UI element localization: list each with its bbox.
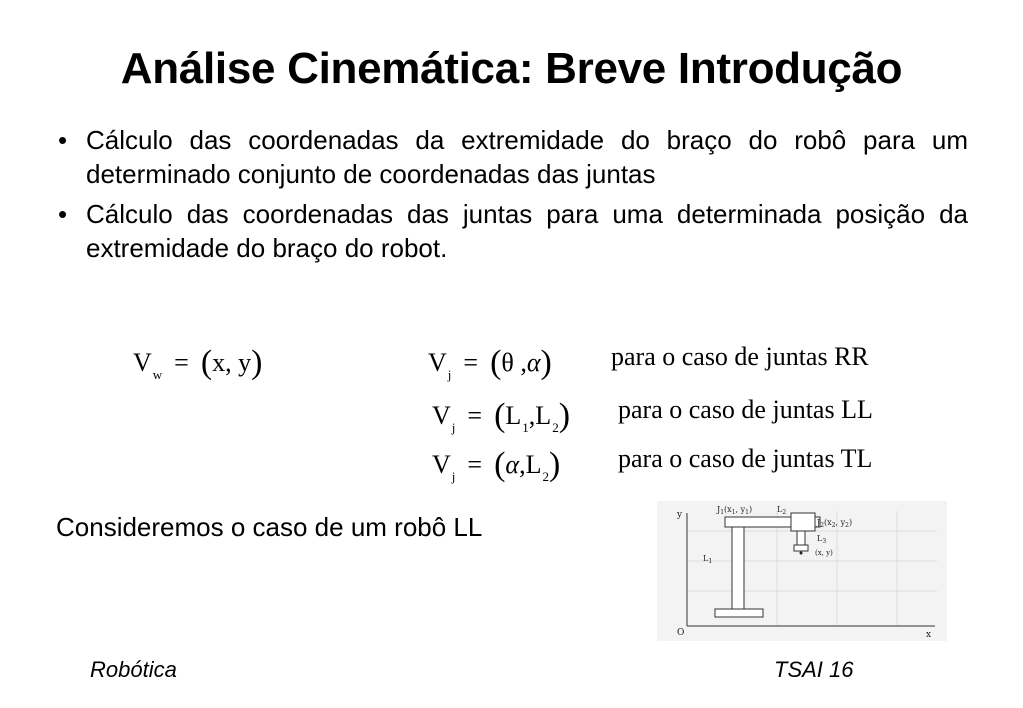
equation-ll: $V_j = (L_1,L_2)$ <box>432 397 571 435</box>
eq-separator: , <box>513 348 527 377</box>
eq-arg-l2: L <box>535 401 552 430</box>
label-end-point: (x, y) <box>815 549 833 557</box>
bullet-marker: • <box>58 199 68 229</box>
eq-separator: , <box>528 401 536 430</box>
label-l3: $L_3$ <box>817 534 827 545</box>
eq-symbol: V <box>432 450 451 479</box>
bullet-item-inverse-kinematics <box>56 197 968 265</box>
label-j2: $J_2(x_2$, $y_2$) <box>817 518 853 529</box>
footer-page-number: TSAI 16 <box>774 657 854 682</box>
eq-subscript: j <box>451 420 456 435</box>
bullet-text: Cálculo das coordenadas das juntas para uma determinada posição da extremidade do braço do robot. <box>86 199 968 263</box>
bullet-marker: • <box>58 125 68 155</box>
eq-arg-l2-subscript: 2 <box>552 420 559 435</box>
eq-arg-l2-subscript: 2 <box>542 469 549 484</box>
label-l2: $L_2$ <box>777 505 787 516</box>
eq-equals: = <box>467 450 483 479</box>
equation-tl: $V_j = (\alpha,L_2)$ <box>432 446 561 484</box>
eq-equals: = <box>467 401 483 430</box>
end-effector <box>794 545 808 551</box>
joint-j2-block <box>791 513 815 531</box>
robot-base <box>715 609 763 617</box>
eq-arg-alpha: α <box>526 348 541 377</box>
bullet-text: Cálculo das coordenadas da extremidade do braço do robô para um determinado conjunto de coordenadas das juntas <box>86 125 968 189</box>
end-point-marker <box>800 552 803 555</box>
eq-symbol: V <box>133 348 152 377</box>
eq-arg-l1: L <box>505 401 522 430</box>
ll-robot-diagram-svg <box>657 501 947 641</box>
label-j1: $J_1(x_1$, $y_1$) <box>717 505 753 516</box>
origin-label: O <box>677 628 685 638</box>
consider-text: Consideremos o caso de um robô LL <box>56 512 483 542</box>
bullet-item-forward-kinematics <box>56 123 968 191</box>
label-l1: $L_1$ <box>703 554 713 565</box>
eq-symbol: V <box>432 401 451 430</box>
case-caption-rr: para o caso de juntas RR <box>611 342 869 371</box>
case-caption-tl: para o caso de juntas TL <box>618 444 873 473</box>
eq-args: x, y <box>212 348 252 377</box>
equation-vw: $V_w = (x$, y) <box>133 344 263 382</box>
slide-title: Análise Cinemática: Breve Introdução <box>120 44 903 93</box>
eq-arg-alpha: α <box>505 450 520 479</box>
eq-equals: = <box>174 348 189 377</box>
equation-rr: $V_j = (\theta$ ,α) <box>428 344 552 382</box>
eq-subscript: w <box>152 367 163 382</box>
bullet-list <box>56 123 968 271</box>
ll-robot-diagram <box>657 501 947 641</box>
footer-course: Robótica <box>90 657 177 682</box>
eq-subscript: j <box>451 469 456 484</box>
link-l1-column <box>732 523 744 609</box>
x-axis-label: x <box>926 630 932 640</box>
eq-equals: = <box>463 348 479 377</box>
eq-arg-l1-subscript: 1 <box>522 420 529 435</box>
y-axis-label: y <box>677 510 683 520</box>
case-caption-ll: para o caso de juntas LL <box>618 395 873 424</box>
eq-arg-l2: L <box>525 450 542 479</box>
eq-symbol: V <box>428 348 447 377</box>
eq-arg-theta: θ <box>501 348 514 377</box>
link-l3 <box>797 531 805 545</box>
eq-separator: , <box>519 450 526 479</box>
eq-subscript: j <box>447 367 452 382</box>
